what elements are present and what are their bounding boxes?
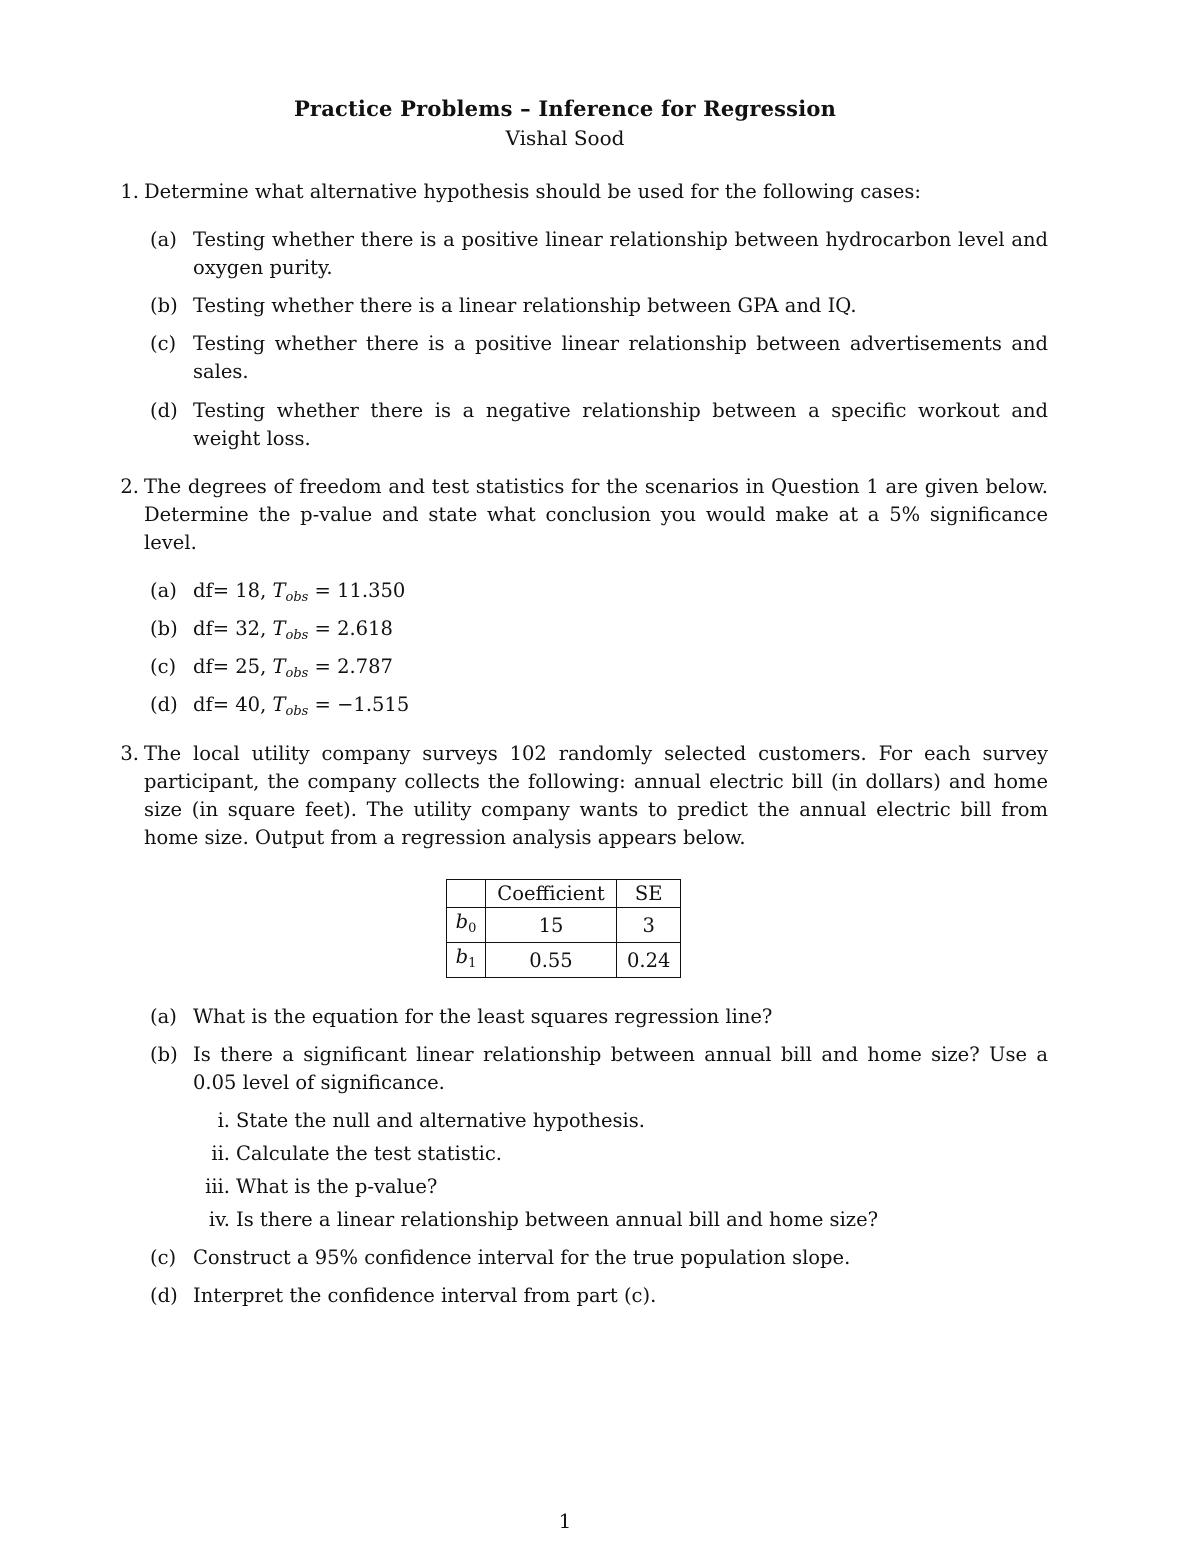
question-text: The local utility company surveys 102 randomly selected customers. For each survey participant, the company collects the following: annual electric bill (in dollars) and home size (in square feet). The utility company wants to predict the annual electric bill from home size. Output from a regression analysis appears below. bbox=[144, 742, 1048, 849]
part-label: (b) bbox=[150, 1043, 178, 1066]
question-3 bbox=[113, 740, 1048, 852]
part-text: Is there a significant linear relationship between annual bill and home size? Use a 0.05 level of significance. bbox=[193, 1043, 1048, 1094]
table-header-cell: Coefficient bbox=[486, 880, 617, 908]
stat-line: df= 40, $T_{obs} = -1.515$ bbox=[193, 693, 410, 719]
part-label: (c) bbox=[150, 1246, 177, 1269]
table-row bbox=[447, 943, 681, 978]
table-header-row bbox=[447, 880, 681, 908]
table-header-cell bbox=[447, 880, 486, 908]
author-name: Vishal Sood bbox=[505, 126, 625, 150]
regression-output-table bbox=[446, 879, 681, 978]
question-2 bbox=[113, 473, 1048, 557]
df-value: 25 bbox=[235, 655, 261, 678]
subpart-text: Is there a linear relationship between annual bill and home size? bbox=[236, 1208, 879, 1231]
table-row bbox=[447, 908, 681, 943]
part-text: Testing whether there is a positive linear relationship between hydrocarbon level and oxygen purity. bbox=[193, 228, 1048, 279]
page-title: Practice Problems – Inference for Regression bbox=[293, 96, 837, 121]
subpart-label: i. bbox=[217, 1109, 230, 1132]
df-value: 32 bbox=[235, 617, 261, 640]
question-1a bbox=[150, 226, 1048, 282]
question-2a bbox=[150, 577, 1048, 612]
subpart-text: What is the p-value? bbox=[236, 1175, 438, 1198]
part-label: (d) bbox=[150, 693, 178, 716]
subpart-text: State the null and alternative hypothesis. bbox=[236, 1109, 645, 1132]
question-3b-iv bbox=[192, 1206, 1048, 1234]
question-number: 3. bbox=[120, 742, 139, 765]
question-3b-i bbox=[192, 1107, 1048, 1135]
t-value: 11.350 bbox=[337, 579, 406, 602]
part-text: Testing whether there is a positive linear relationship between advertisements and sales. bbox=[193, 332, 1048, 383]
question-3b-iii bbox=[192, 1173, 1048, 1201]
question-1b bbox=[150, 292, 1048, 320]
subpart-label: iii. bbox=[205, 1175, 230, 1198]
subpart-label: iv. bbox=[208, 1208, 230, 1231]
part-label: (d) bbox=[150, 399, 178, 422]
stat-line: df= 25, $T_{obs} = 2.787$ bbox=[193, 655, 393, 681]
part-text: What is the equation for the least squares regression line? bbox=[193, 1005, 773, 1028]
param-cell: $b_1$ bbox=[447, 943, 486, 978]
part-label: (a) bbox=[150, 579, 177, 602]
t-value: −1.515 bbox=[337, 693, 410, 716]
question-2d bbox=[150, 691, 1048, 726]
part-text: Testing whether there is a negative relationship between a specific workout and weight loss. bbox=[193, 399, 1048, 450]
part-label: (c) bbox=[150, 655, 177, 678]
se-cell: 0.24 bbox=[617, 943, 681, 978]
page-number: 1 bbox=[558, 1509, 572, 1533]
question-2b bbox=[150, 615, 1048, 650]
t-value: 2.787 bbox=[337, 655, 393, 678]
question-text: The degrees of freedom and test statistics for the scenarios in Question 1 are given below. Determine the p-value and state what conclusion you would make at a 5% significance level. bbox=[144, 475, 1048, 554]
question-3a bbox=[150, 1003, 1048, 1031]
part-label: (a) bbox=[150, 228, 177, 251]
part-label: (a) bbox=[150, 1005, 177, 1028]
question-number: 1. bbox=[120, 180, 139, 203]
question-3d bbox=[150, 1282, 1048, 1310]
coefficient-cell: 15 bbox=[486, 908, 617, 943]
part-label: (c) bbox=[150, 332, 177, 355]
question-3c bbox=[150, 1244, 1048, 1272]
question-text: Determine what alternative hypothesis should be used for the following cases: bbox=[144, 180, 921, 203]
question-2c bbox=[150, 653, 1048, 688]
subpart-label: ii. bbox=[211, 1142, 230, 1165]
question-3b bbox=[150, 1041, 1048, 1097]
question-1c bbox=[150, 330, 1048, 386]
param-cell: $b_0$ bbox=[447, 908, 486, 943]
coefficient-cell: 0.55 bbox=[486, 943, 617, 978]
part-label: (b) bbox=[150, 294, 178, 317]
df-value: 40 bbox=[235, 693, 261, 716]
part-text: Construct a 95% confidence interval for the true population slope. bbox=[193, 1246, 851, 1269]
part-text: Interpret the confidence interval from part (c). bbox=[193, 1284, 657, 1307]
stat-line: df= 18, $T_{obs} = 11.350$ bbox=[193, 579, 406, 605]
question-1 bbox=[113, 178, 1048, 206]
se-cell: 3 bbox=[617, 908, 681, 943]
question-3b-ii bbox=[192, 1140, 1048, 1168]
stat-line: df= 32, $T_{obs} = 2.618$ bbox=[193, 617, 393, 643]
part-text: Testing whether there is a linear relationship between GPA and IQ. bbox=[193, 294, 857, 317]
table-header-cell: SE bbox=[617, 880, 681, 908]
part-label: (d) bbox=[150, 1284, 178, 1307]
df-value: 18 bbox=[235, 579, 261, 602]
part-label: (b) bbox=[150, 617, 178, 640]
question-number: 2. bbox=[120, 475, 139, 498]
t-value: 2.618 bbox=[337, 617, 393, 640]
question-1d bbox=[150, 397, 1048, 453]
subpart-text: Calculate the test statistic. bbox=[236, 1142, 502, 1165]
